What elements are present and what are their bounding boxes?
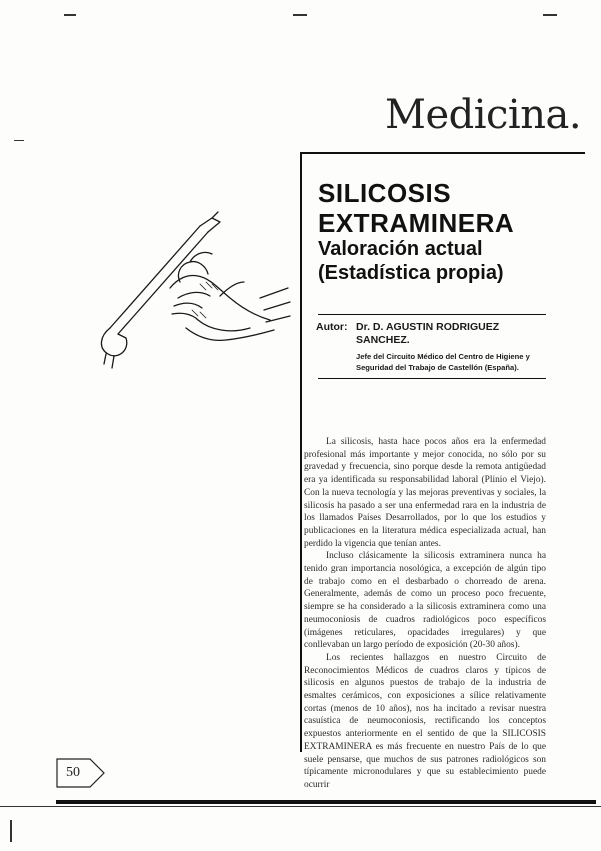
title-frame-top-rule — [300, 152, 585, 154]
author-rule-bottom — [318, 378, 546, 379]
article-body — [304, 436, 546, 792]
page-number-tab — [56, 758, 106, 788]
hand-holding-pipette-illustration — [60, 178, 292, 378]
crop-mark-bottom-left — [10, 820, 12, 842]
author-affiliation: Jefe del Circuito Médico del Centro de Higiene y Seguridad del Trabajo de Castellón (España). — [356, 352, 530, 372]
author-name: Dr. D. AGUSTIN RODRIGUEZ SANCHEZ. — [356, 321, 500, 346]
page-number: 50 — [66, 765, 80, 780]
footer-rule-thin — [0, 806, 601, 807]
body-paragraph-1: La silicosis, hasta hace pocos años era la enfermedad profesional más importante y mejor conocida, no sólo por su gravedad y frecuencia, sino porque desde la remota antigüedad era ya identificada su responsabilidad laboral (Plinio el Viejo). Con la nueva tecnología y las mejoras preventivas y sociales, la silicosis ha pasado a ser una enfermedad rara en la industria de los llamados Países Desarrollados, por lo que los estudios y publicaciones en la literatura médica especializada actual, han perdido la vigencia que tenían antes. — [304, 437, 546, 549]
title-frame-left-rule — [300, 152, 302, 752]
section-title: Medicina. — [385, 92, 582, 138]
article-subtitle-line-1: Valoración actual — [318, 238, 483, 260]
body-paragraph-2: Incluso clásicamente la silicosis extraminera nunca ha tenido gran importancia nosológica, a excepción de algún tipo de trabajo como en el desbarbado o chorreado de arena. Generalmente, además de como un proceso poco frecuente, siempre se ha considerado a la silicosis extraminera como una neumoconiosis de cuadros radiológicos poco específicos (imágenes reticulares, opacidades irregulares) y que conllevaban un largo período de exposición (20-30 años). — [304, 551, 546, 651]
crop-mark-left-side — [14, 140, 24, 141]
crop-mark-top-center — [293, 14, 307, 16]
article-title-line-2: EXTRAMINERA — [318, 208, 515, 238]
article-title-line-1: SILICOSIS — [318, 178, 452, 208]
author-label: Autor: — [316, 321, 348, 333]
article-subtitle-line-2: (Estadística propia) — [318, 262, 504, 284]
author-rule-top — [318, 314, 546, 315]
crop-mark-top-left — [64, 14, 76, 16]
body-paragraph-3: Los recientes hallazgos en nuestro Circuito de Reconocimientos Médicos de cuadros claros y típicos de silicosis en algunos puestos de trabajo de la industria de esmaltes cerámicos, con exposiciones a sílice relativamente cortas (menos de 10 años), nos ha incitado a revisar nuestra casuística de neumoconiosis, rectificando los conceptos expuestos anteriormente en el sentido de que la SILICOSIS EXTRAMINERA es más frecuente en nuestro País de lo que suele pensarse, que muchos de sus patrones radiológicos son típicamente micronodulares y que su establecimiento puede ocurrir — [304, 652, 546, 790]
crop-mark-top-right — [543, 14, 557, 16]
footer-rule — [56, 800, 596, 804]
